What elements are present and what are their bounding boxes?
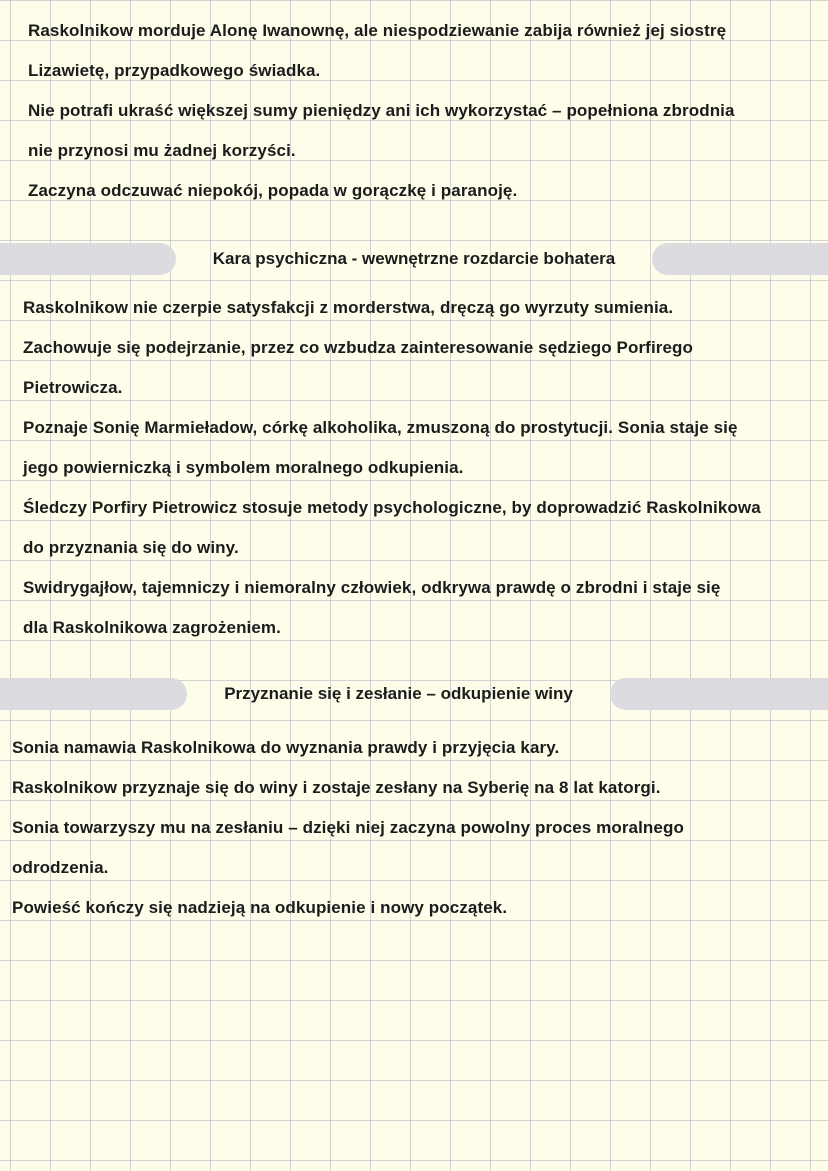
section-heading: Przyznanie się i zesłanie – odkupienie winy <box>224 684 573 703</box>
text-line: odrodzenia. <box>12 858 109 877</box>
text-line: Lizawietę, przypadkowego świadka. <box>28 61 321 80</box>
heading-bar-right <box>610 678 828 710</box>
text-line: Zaczyna odczuwać niepokój, popada w gorączkę i paranoję. <box>28 181 518 200</box>
text-line: do przyznania się do winy. <box>23 538 239 557</box>
text-line: Zachowuje się podejrzanie, przez co wzbudza zainteresowanie sędziego Porfirego <box>23 338 694 357</box>
text-line: dla Raskolnikowa zagrożeniem. <box>23 618 281 637</box>
heading-bar-left <box>0 678 187 710</box>
section-heading: Kara psychiczna - wewnętrzne rozdarcie bohatera <box>212 249 616 268</box>
text-line: Nie potrafi ukraść większej sumy pieniędzy ani ich wykorzystać – popełniona zbrodnia <box>28 101 735 120</box>
text-line: jego powierniczką i symbolem moralnego odkupienia. <box>23 458 464 477</box>
text-line: Poznaje Sonię Marmieładow, córkę alkoholika, zmuszoną do prostytucji. Sonia staje się <box>23 418 738 437</box>
text-line: Śledczy Porfiry Pietrowicz stosuje metody psychologiczne, by doprowadzić Raskolnikowa <box>23 498 761 517</box>
text-line: Raskolnikow morduje Alonę Iwanownę, ale niespodziewanie zabija również jej siostrę <box>28 21 727 40</box>
text-line: Raskolnikow nie czerpie satysfakcji z morderstwa, dręczą go wyrzuty sumienia. <box>23 298 674 317</box>
text-line: Swidrygajłow, tajemniczy i niemoralny człowiek, odkrywa prawdę o zbrodni i staje się <box>23 578 721 597</box>
text-line: Sonia towarzyszy mu na zesłaniu – dzięki niej zaczyna powolny proces moralnego <box>12 818 684 837</box>
text-line: Pietrowicza. <box>23 378 123 397</box>
heading-bar-right <box>652 243 828 275</box>
text-line: Sonia namawia Raskolnikowa do wyznania prawdy i przyjęcia kary. <box>12 738 560 757</box>
text-line: nie przynosi mu żadnej korzyści. <box>28 141 296 160</box>
text-line: Raskolnikow przyznaje się do winy i zostaje zesłany na Syberię na 8 lat katorgi. <box>12 778 661 797</box>
heading-bar-left <box>0 243 176 275</box>
text-line: Powieść kończy się nadzieją na odkupienie i nowy początek. <box>12 898 508 917</box>
